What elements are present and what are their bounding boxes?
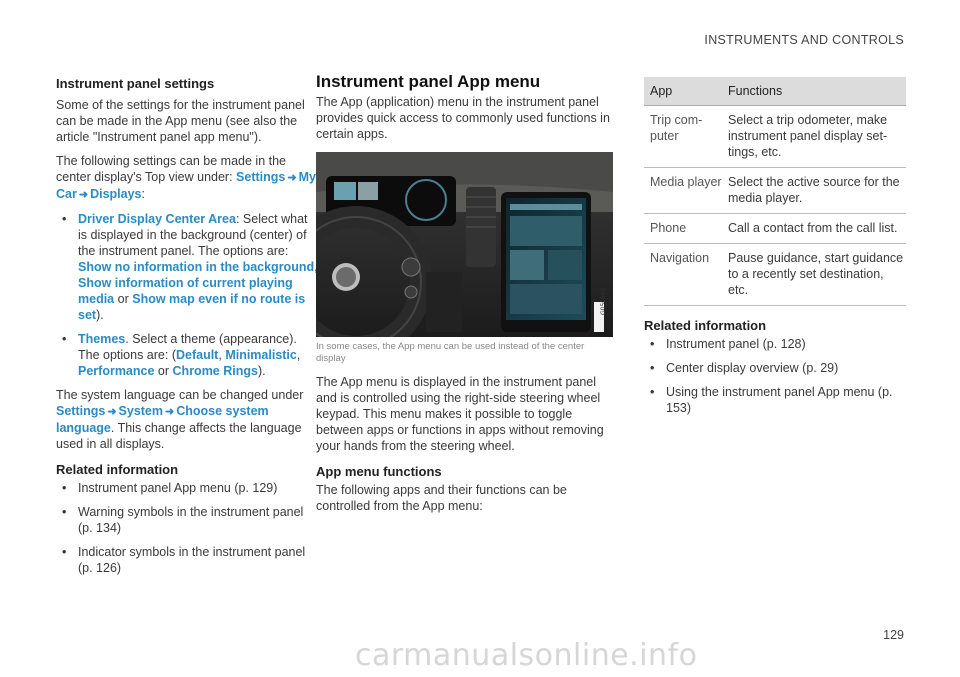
related-link[interactable]: • Indicator symbols in the instrument panel (p. 126) xyxy=(56,544,320,576)
arrow-right-icon: ➜ xyxy=(287,172,297,184)
table-row: Media player Select the active source for the media player. xyxy=(644,168,906,214)
table-header-row xyxy=(644,77,906,106)
paragraph: The system language can be changed under Settings ➜ System ➜ Choose system language. This change affects the language used in all displays. xyxy=(56,388,304,451)
heading-app-menu-functions: App menu functions xyxy=(316,464,442,479)
related-link[interactable]: • Center display overview (p. 29) xyxy=(644,360,906,376)
paragraph: Some of the settings for the instrument panel can be made in the App menu (see also the article "Instrument panel app menu"). xyxy=(56,98,305,144)
photo-code-label: G050865 xyxy=(600,287,607,315)
watermark: carmanualsonline.info xyxy=(355,638,698,673)
menu-path-displays: Displays xyxy=(90,187,142,201)
menu-path-settings: Settings xyxy=(236,170,286,184)
related-link[interactable]: • Instrument panel App menu (p. 129) xyxy=(56,480,320,496)
table-row: Navigation Pause guidance, start guidance to a recently set destination, etc. xyxy=(644,244,906,306)
column-middle xyxy=(316,72,616,522)
page-number: 129 xyxy=(883,628,904,642)
photo-caption: In some cases, the App menu can be used instead of the center display xyxy=(316,341,585,364)
arrow-right-icon: ➜ xyxy=(165,406,175,418)
related-link[interactable]: • Using the instrument panel App menu (p. 153) xyxy=(644,384,906,416)
dashboard-photo xyxy=(316,152,613,337)
related-information-heading: Related information xyxy=(56,462,179,477)
table-row: Phone Call a contact from the call list. xyxy=(644,214,906,244)
related-link[interactable]: • Instrument panel (p. 128) xyxy=(644,336,906,352)
list-item: • Driver Display Center Area: Select what is displayed in the background (center) of the instrument panel. The options are: Show no information in the backgroundShow information of current playing media or Show map even if no route is set). xyxy=(56,211,320,323)
list-item: • Themes. Select a theme (appearance). The options are: (Default, Minimalistic, Performance or Chrome Rings). xyxy=(56,331,320,379)
related-list xyxy=(56,480,320,576)
paragraph: The following settings can be made in the center display's Top view under: Settings ➜ My Car ➜ Displays: xyxy=(56,154,316,201)
paragraph: The App menu is displayed in the instrument panel and is controlled using the right-side steering wheel keypad. This menu makes it possible to toggle between apps or functions in apps without removing your hands from the steering wheel. xyxy=(316,375,604,453)
dashboard-illustration xyxy=(316,152,613,337)
table-header-functions: Functions xyxy=(722,77,906,106)
section-header: INSTRUMENTS AND CONTROLS xyxy=(704,33,904,47)
heading-app-menu: Instrument panel App menu xyxy=(316,72,541,91)
table-header-app: App xyxy=(644,77,722,106)
column-right xyxy=(644,77,906,424)
settings-list xyxy=(56,211,320,379)
table-row: Trip computer Select a trip odometer, make instrument panel display settings, etc. xyxy=(644,106,906,168)
app-functions-table xyxy=(644,77,906,306)
arrow-right-icon: ➜ xyxy=(107,406,117,418)
column-left xyxy=(56,76,320,584)
related-information-heading: Related information xyxy=(644,318,767,333)
paragraph: The following apps and their functions can be controlled from the App menu: xyxy=(316,483,567,513)
arrow-right-icon: ➜ xyxy=(78,189,89,201)
menu-path-my-car: My Car xyxy=(56,170,316,201)
intro-paragraph: The App (application) menu in the instrument panel provides quick access to commonly used functions in certain apps. xyxy=(316,95,610,141)
heading-instrument-panel-settings: Instrument panel settings xyxy=(56,76,215,91)
related-link[interactable]: • Warning symbols in the instrument panel (p. 134) xyxy=(56,504,320,536)
related-list xyxy=(644,336,906,416)
